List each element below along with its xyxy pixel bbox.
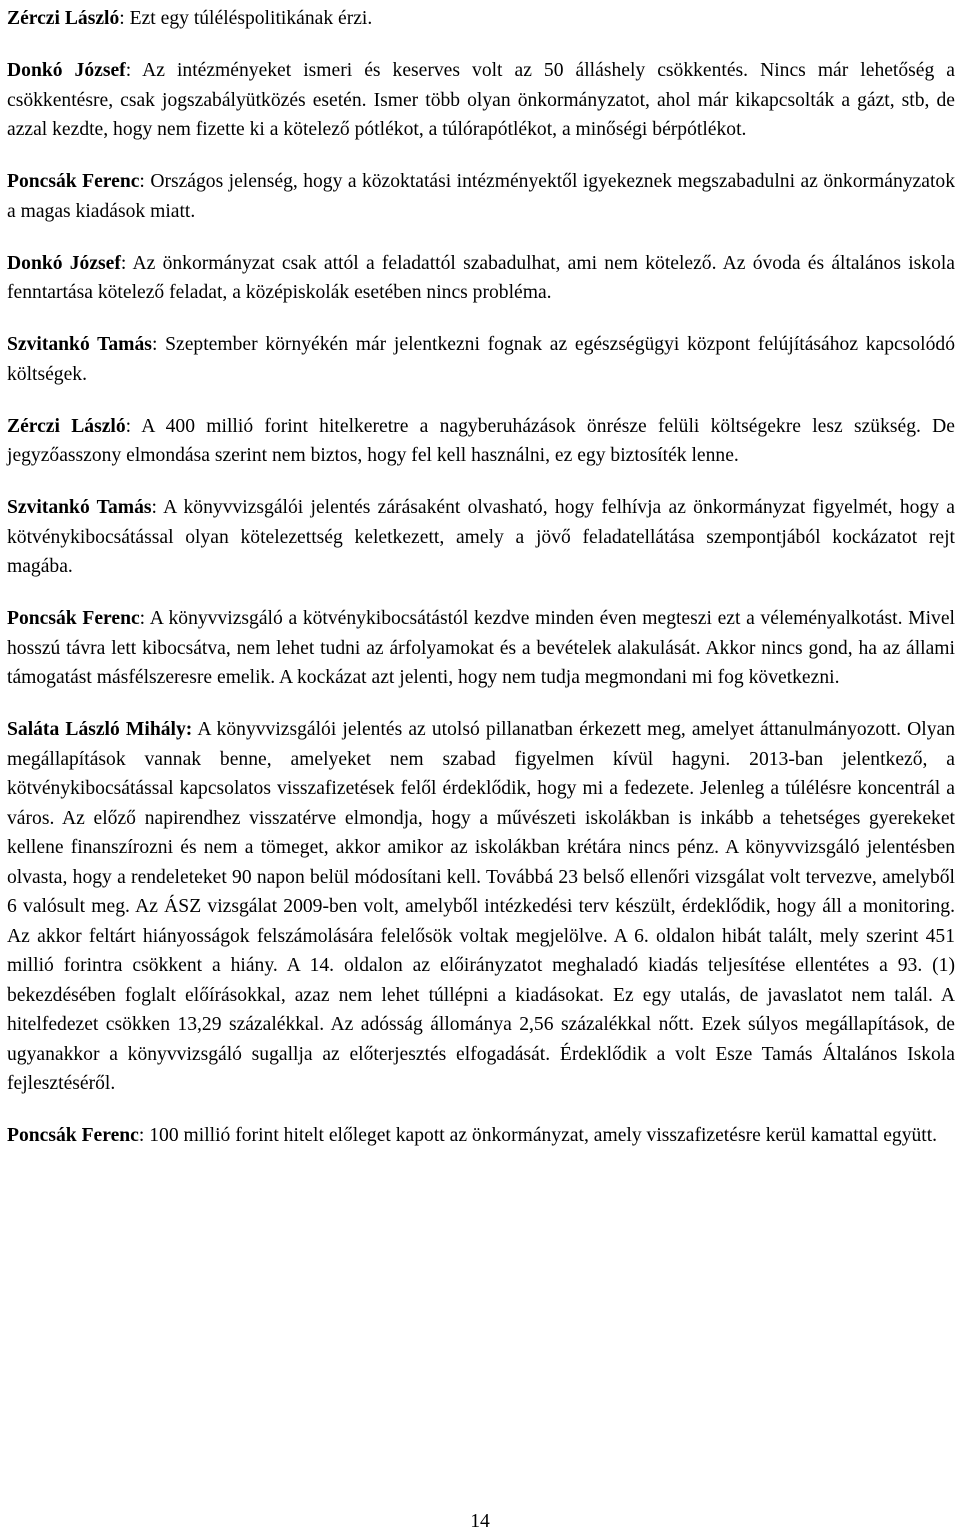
page-number: 14 <box>470 1511 490 1532</box>
paragraph-text: Országos jelenség, hogy a közoktatási intézményektől igyekeznek megszabadulni az önkormányzatok a magas kiadások miatt. <box>7 171 955 222</box>
speaker-separator: : <box>151 497 164 518</box>
speaker-name: Donkó József <box>7 60 126 81</box>
paragraph-text: Az intézményeket ismeri és keserves volt az 50 álláshely csökkentés. Nincs már lehetőség a csökkentésre, csak jogszabályütközés esetén. Ismer több olyan önkormányzatot, ahol már kikapcsolták a gázt, stb, de azzal kezdte, hogy nem fizette ki a kötelező pótlékot, a túlórapótlékot, a minőségi bérpótlékot. <box>7 60 956 140</box>
speaker-name: Poncsák Ferenc <box>7 1125 139 1146</box>
paragraph-text: A könyvvizsgáló a kötvénykibocsátástól kezdve minden éven megteszi ezt a véleményalkotást. Mivel hosszú távra lett kibocsátva, nem lehet tudni az árfolyamokat és a bevételek alakulását. Akkor nincs gond, ha az állami támogatást másfélszeresre emelik. A kockázat azt jelenti, hogy nem tudja megmondani mi fog következni. <box>7 608 955 688</box>
speaker-name: Saláta László Mihály: <box>7 719 193 740</box>
speaker-separator: : <box>138 1125 150 1146</box>
paragraph-6 <box>7 412 955 471</box>
paragraph-text: 100 millió forint hitelt előleget kapott az önkormányzat, amely visszafizetésre kerül kamattal együtt. <box>149 1125 938 1146</box>
speaker-separator: : <box>139 171 151 192</box>
speaker-name: Zérczi László <box>7 8 120 29</box>
paragraph-9 <box>7 715 955 1099</box>
paragraph-text: Szeptember környékén már jelentkezni fognak az egészségügyi központ felújításához kapcsolódó költségek. <box>7 334 955 385</box>
paragraph-10 <box>7 1121 955 1151</box>
paragraph-1 <box>7 4 955 34</box>
speaker-name: Szvitankó Tamás <box>7 497 152 518</box>
paragraph-4 <box>7 249 955 308</box>
speaker-separator: : <box>125 415 142 437</box>
paragraph-8 <box>7 604 955 693</box>
speaker-name: Zérczi László <box>7 415 126 437</box>
paragraph-text: A könyvvizsgálói jelentés zárásaként olvasható, hogy felhívja az önkormányzat figyelmét, hogy a kötvénykibocsátással olyan kötelezettség keletkezett, amely a jövő feladatellátása szempontjából kockázatot rejt magába. <box>7 497 955 577</box>
speaker-separator: : <box>139 608 150 629</box>
paragraph-3 <box>7 167 955 226</box>
speaker-separator: : <box>120 252 133 274</box>
paragraph-text: Az önkormányzat csak attól a feladattól szabadulhat, ami nem kötelező. Az óvoda és általános iskola fenntartása kötelező feladat, a középiskolák esetében nincs probléma. <box>7 252 956 303</box>
speaker-name: Donkó József <box>7 252 121 274</box>
paragraph-5 <box>7 330 955 389</box>
document-page <box>7 4 955 1173</box>
paragraph-text: Ezt egy túléléspolitikának érzi. <box>129 8 373 29</box>
paragraph-2 <box>7 56 955 145</box>
speaker-separator: : <box>125 60 143 81</box>
speaker-name: Poncsák Ferenc <box>7 171 140 192</box>
speaker-name: Poncsák Ferenc <box>7 608 140 629</box>
speaker-name: Szvitankó Tamás <box>7 334 152 355</box>
speaker-separator: : <box>151 334 166 355</box>
speaker-separator: : <box>119 8 130 29</box>
paragraph-text: A 400 millió forint hitelkeretre a nagyberuházások önrésze felüli költségekre lesz szükség. De jegyzőasszony elmondása szerint nem biztos, hogy fel kell használni, ez egy biztosíték lenne. <box>7 415 956 466</box>
paragraph-7 <box>7 493 955 582</box>
paragraph-text: A könyvvizsgálói jelentés az utolsó pillanatban érkezett meg, amelyet áttanulmányozott. Olyan megállapítások vannak benne, amelyeket nem szabad figyelmen kívül hagyni. 2013-ban jelentkező, a kötvénykibocsátással kapcsolatos visszafizetések felől érdeklődik, hogy mi a fedezete. Jelenleg a túlélésre koncentrál a város. Az előző napirendhez visszatérve elmondja, hogy a művészeti iskolákban is inkább a tehetséges gyerekeket kellene finanszírozni és nem a tömeget, akkor amikor az iskolákban krétára nincs pénz. A könyvvizsgáló jelentésben olvasta, hogy a rendeleteket 90 napon belül módosítani kell. Továbbá 23 belső ellenőri vizsgálat volt tervezve, amelyből 6 valósult meg. Az ÁSZ vizsgálat 2009-ben volt, amelyből intézkedési terv készült, érdeklődik, hogy áll a monitoring. Az akkor feltárt hiányosságok felszámolására felelősök voltak megjelölve. A 6. oldalon hibát talált, mely szerint 451 millió forintra csökkent a hiány. A 14. oldalon az előirányzatot meghaladó kiadás teljesítése ellentétes a 93. (1) bekezdésében foglalt előírásokkal, azaz nem lehet túllépni a kiadásokat. Ez egy utalás, de javaslatot nem talál. A hitelfedezet csökken 13,29 százalékkal. Az adósság állománya 2,56 százalékkal nőtt. Ezek súlyos megállapítások, de ugyanakkor a könyvvizsgáló sugallja az előterjesztés elfogadását. Érdeklődik a volt Esze Tamás Általános Iskola fejlesztéséről. <box>7 719 955 1094</box>
